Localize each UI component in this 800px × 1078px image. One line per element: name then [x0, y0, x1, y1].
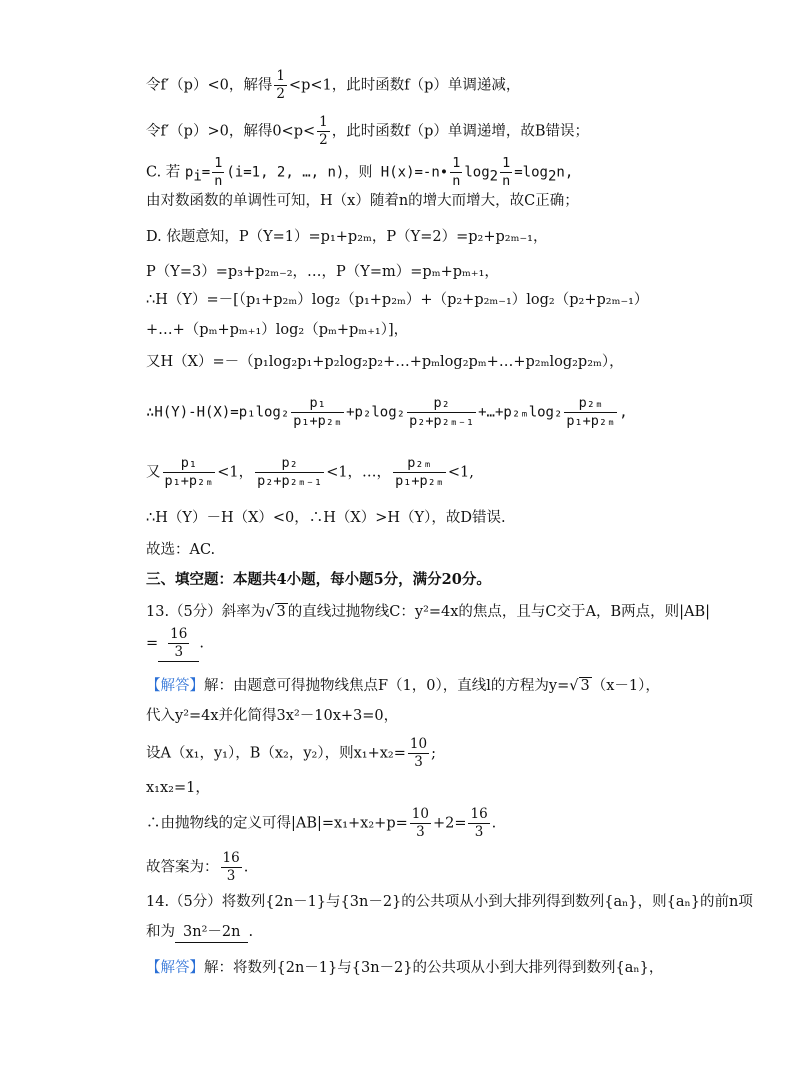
solution-13-line-4: x₁x₂=1，: [146, 780, 210, 796]
denominator: 3: [474, 824, 484, 840]
sqrt: √ 3: [265, 604, 286, 620]
denominator: p₂+p₂ₘ₋₁: [409, 413, 475, 429]
numerator: p₂ₘ: [564, 395, 617, 413]
denominator: 2: [276, 86, 285, 102]
numerator: p₂: [407, 395, 476, 413]
text: <p<1，此时函数f（p）单调递减，: [288, 77, 521, 94]
denominator: p₁+p₂ₘ: [566, 413, 616, 429]
sqrt: √ 3: [569, 678, 590, 694]
answer-choice-line: 故选：AC.: [146, 542, 216, 558]
numerator: 1: [276, 68, 285, 84]
solution-line-12: ∴H（Y）－H（X）<0，∴H（X）>H（Y），故D错误.: [146, 510, 506, 526]
text: <1，: [217, 464, 254, 481]
text: n,: [556, 164, 574, 181]
solution-line-7: ∴H（Y）=－[（p₁+p₂ₘ）log₂（p₁+p₂ₘ）+（p₂+p₂ₘ₋₁）log₂（p₂+p₂ₘ₋₁）: [146, 292, 649, 308]
solution-13-line-3: [146, 736, 436, 771]
solution-line-4: 由对数函数的单调性可知，H（x）随着n的增大而增大，故C正确；: [146, 193, 579, 209]
fraction: [450, 155, 462, 190]
numerator: 16: [470, 806, 488, 822]
text: 令f′（p）>0，解得0<p<: [146, 123, 316, 140]
question-13-answer-line: [146, 626, 204, 662]
radicand: 3: [580, 678, 590, 694]
subscript: 2: [547, 168, 557, 185]
solution-tag: 【解答】: [146, 678, 204, 694]
text: （x－1），: [591, 678, 660, 694]
text: .: [199, 635, 204, 652]
question-13-line: [146, 602, 710, 622]
solution-tag: 【解答】: [146, 960, 204, 976]
solution-13-answer: [146, 850, 248, 885]
text: 的直线过抛物线C：y²=4x的焦点，且与C交于A，B两点，则|AB|: [287, 604, 711, 620]
numerator: 1: [452, 155, 461, 171]
numerator: 1: [214, 155, 223, 171]
radicand: 3: [276, 604, 286, 620]
fraction: [407, 395, 476, 430]
numerator: p₂: [255, 455, 324, 473]
text: ，此时函数f（p）单调递增，故B错误；: [331, 123, 590, 140]
fraction: [500, 155, 512, 190]
denominator: p₁+p₂ₘ: [293, 413, 343, 429]
question-14-line: 14.（5分）将数列{2n－1}与{3n－2}的公共项从小到大排列得到数列{aₙ}，则{aₙ}的前n项: [146, 894, 753, 910]
answer-blank: [158, 626, 199, 662]
fraction: [168, 626, 189, 661]
denominator: 3: [174, 644, 184, 660]
text: 故答案为：: [146, 859, 219, 876]
solution-line-8: +…+（pₘ+pₘ₊₁）log₂（pₘ+pₘ₊₁）]，: [146, 322, 409, 338]
text: <1，…，: [326, 464, 392, 481]
numerator: 1: [502, 155, 511, 171]
denominator: n: [452, 173, 461, 189]
text: ;: [431, 745, 436, 762]
text: 13.（5分）斜率为: [146, 604, 266, 620]
text: ∴H(Y)-H(X)=p₁log₂: [146, 404, 290, 421]
denominator: n: [502, 173, 511, 189]
solution-line-2: [146, 114, 589, 149]
text: .: [243, 859, 249, 876]
denominator: 3: [416, 824, 425, 840]
fraction: [291, 395, 344, 430]
numerator: 16: [170, 626, 188, 642]
text: +…+p₂ₘlog₂: [478, 404, 563, 421]
denominator: n: [214, 173, 223, 189]
text: =log: [514, 164, 548, 181]
text: 又: [146, 464, 161, 481]
denominator: 3: [414, 754, 423, 770]
solution-13-line-1: [146, 676, 660, 696]
text: 令f′（p）<0，解得: [146, 77, 273, 94]
numerator: 10: [411, 806, 429, 822]
text: p: [184, 164, 194, 181]
solution-13-line-2: 代入y²=4x并化简得3x²－10x+3=0，: [146, 708, 399, 724]
text: 设A（x₁，y₁），B（x₂，y₂），则x₁+x₂=: [146, 745, 406, 762]
denominator: 2: [319, 132, 328, 148]
denominator: p₂+p₂ₘ₋₁: [257, 473, 323, 489]
solution-line-1: [146, 68, 520, 103]
fraction: [408, 736, 429, 771]
text: 解：将数列{2n－1}与{3n－2}的公共项从小到大排列得到数列{aₙ}，: [204, 960, 664, 976]
text: =: [201, 164, 211, 181]
text: log: [464, 164, 490, 181]
text: +p₂log₂: [346, 404, 406, 421]
text: 和为: [146, 924, 175, 940]
text: 解：由题意可得抛物线焦点F（1，0），直线l的方程为y=: [204, 678, 570, 694]
fraction: [163, 455, 216, 490]
solution-line-11: [146, 455, 474, 490]
text: ∴由抛物线的定义可得|AB|=x₁+x₂+p=: [146, 815, 408, 832]
section-heading: 三、填空题：本题共4小题，每小题5分，满分20分。: [146, 571, 491, 588]
fraction: [212, 155, 224, 190]
text: C. 若: [146, 164, 185, 181]
text: <1,: [447, 464, 474, 481]
fraction: [564, 395, 617, 430]
fraction: [255, 455, 324, 490]
solution-line-10: [146, 395, 628, 430]
denominator: p₁+p₂ₘ: [164, 473, 214, 489]
numerator: 16: [222, 850, 240, 866]
solution-line-6: P（Y=3）=p₃+p₂ₘ₋₂，…，P（Y=m）=pₘ+pₘ₊₁，: [146, 264, 499, 280]
text: (i=1, 2, …, n)，则 H(x)=-n•: [226, 164, 449, 181]
solution-line-9: 又H（X）=－（p₁log₂p₁+p₂log₂p₂+…+pₘlog₂pₘ+…+p₂ₘlog₂p₂ₘ），: [146, 354, 624, 370]
numerator: p₂ₘ: [393, 455, 446, 473]
solution-line-5: D. 依题意知，P（Y=1）=p₁+p₂ₘ，P（Y=2）=p₂+p₂ₘ₋₁，: [146, 229, 548, 245]
solution-14-line-1: [146, 958, 663, 978]
text: +2=: [432, 815, 467, 832]
text: .: [248, 924, 254, 940]
solution-line-3: [146, 155, 573, 190]
fraction: [317, 114, 330, 149]
answer-blank: 3n²－2n: [175, 922, 248, 943]
subscript: i: [193, 168, 202, 185]
fraction: [221, 850, 242, 885]
text: ,: [619, 404, 628, 421]
fraction: [274, 68, 287, 103]
numerator: p₁: [291, 395, 344, 413]
fraction: [393, 455, 446, 490]
subscript: 2: [489, 168, 499, 185]
question-14-answer-line: [146, 922, 253, 943]
fraction: [468, 806, 489, 841]
fraction: [410, 806, 431, 841]
text: =: [146, 635, 159, 652]
numerator: 10: [409, 736, 428, 752]
solution-13-line-5: [146, 806, 496, 841]
numerator: 1: [319, 114, 328, 130]
numerator: p₁: [163, 455, 216, 473]
text: .: [491, 815, 497, 832]
denominator: p₁+p₂ₘ: [395, 473, 444, 489]
denominator: 3: [226, 868, 236, 884]
